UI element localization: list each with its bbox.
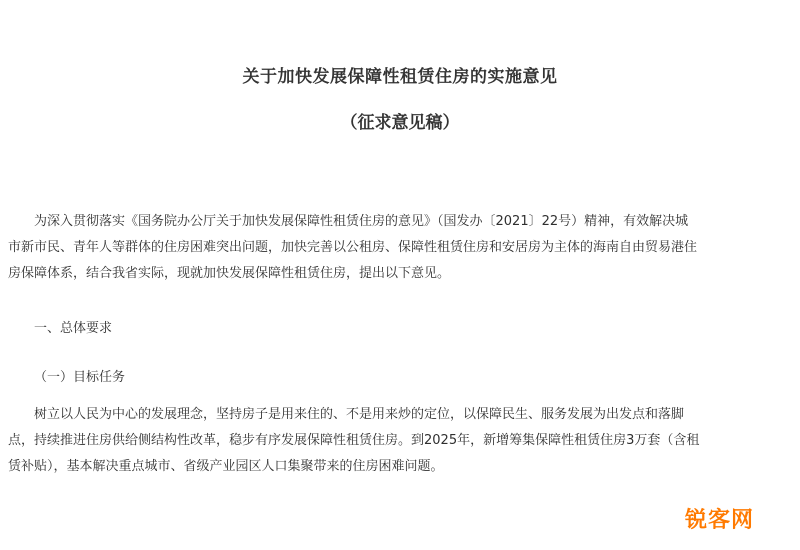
intro-line: 市新市民、青年人等群体的住房困难突出问题，加快完善以公租房、保障性租赁住房和安居房为主体的海南自由贸易港住 [8,240,698,255]
document-subtitle: （征求意见稿） [340,113,460,133]
body-line: 点，持续推进住房供给侧结构性改革，稳步有序发展保障性租赁住房。到2025年，新增筹集保障性租赁住房3万套（含租 [8,433,700,448]
intro-line: 房保障体系，结合我省实际，现就加快发展保障性租赁住房，提出以下意见。 [8,266,451,281]
section-heading: 一、总体要求 [34,321,113,336]
body-line: 赁补贴），基本解决重点城市、省级产业园区人口集聚带来的住房困难问题。 [8,459,444,474]
subsection-heading: （一）目标任务 [34,370,126,385]
intro-line: 为深入贯彻落实《国务院办公厅关于加快发展保障性租赁住房的意见》（国发办〔2021〕22号）精神，有效解决城 [34,214,689,229]
document-title: 关于加快发展保障性租赁住房的实施意见 [242,67,558,87]
body-line: 树立以人民为中心的发展理念，坚持房子是用来住的、不是用来炒的定位，以保障民生、服务发展为出发点和落脚 [34,407,685,422]
site-watermark-logo: 锐客网 [684,508,754,533]
intro-paragraph [8,209,796,287]
body-paragraph [8,402,796,480]
